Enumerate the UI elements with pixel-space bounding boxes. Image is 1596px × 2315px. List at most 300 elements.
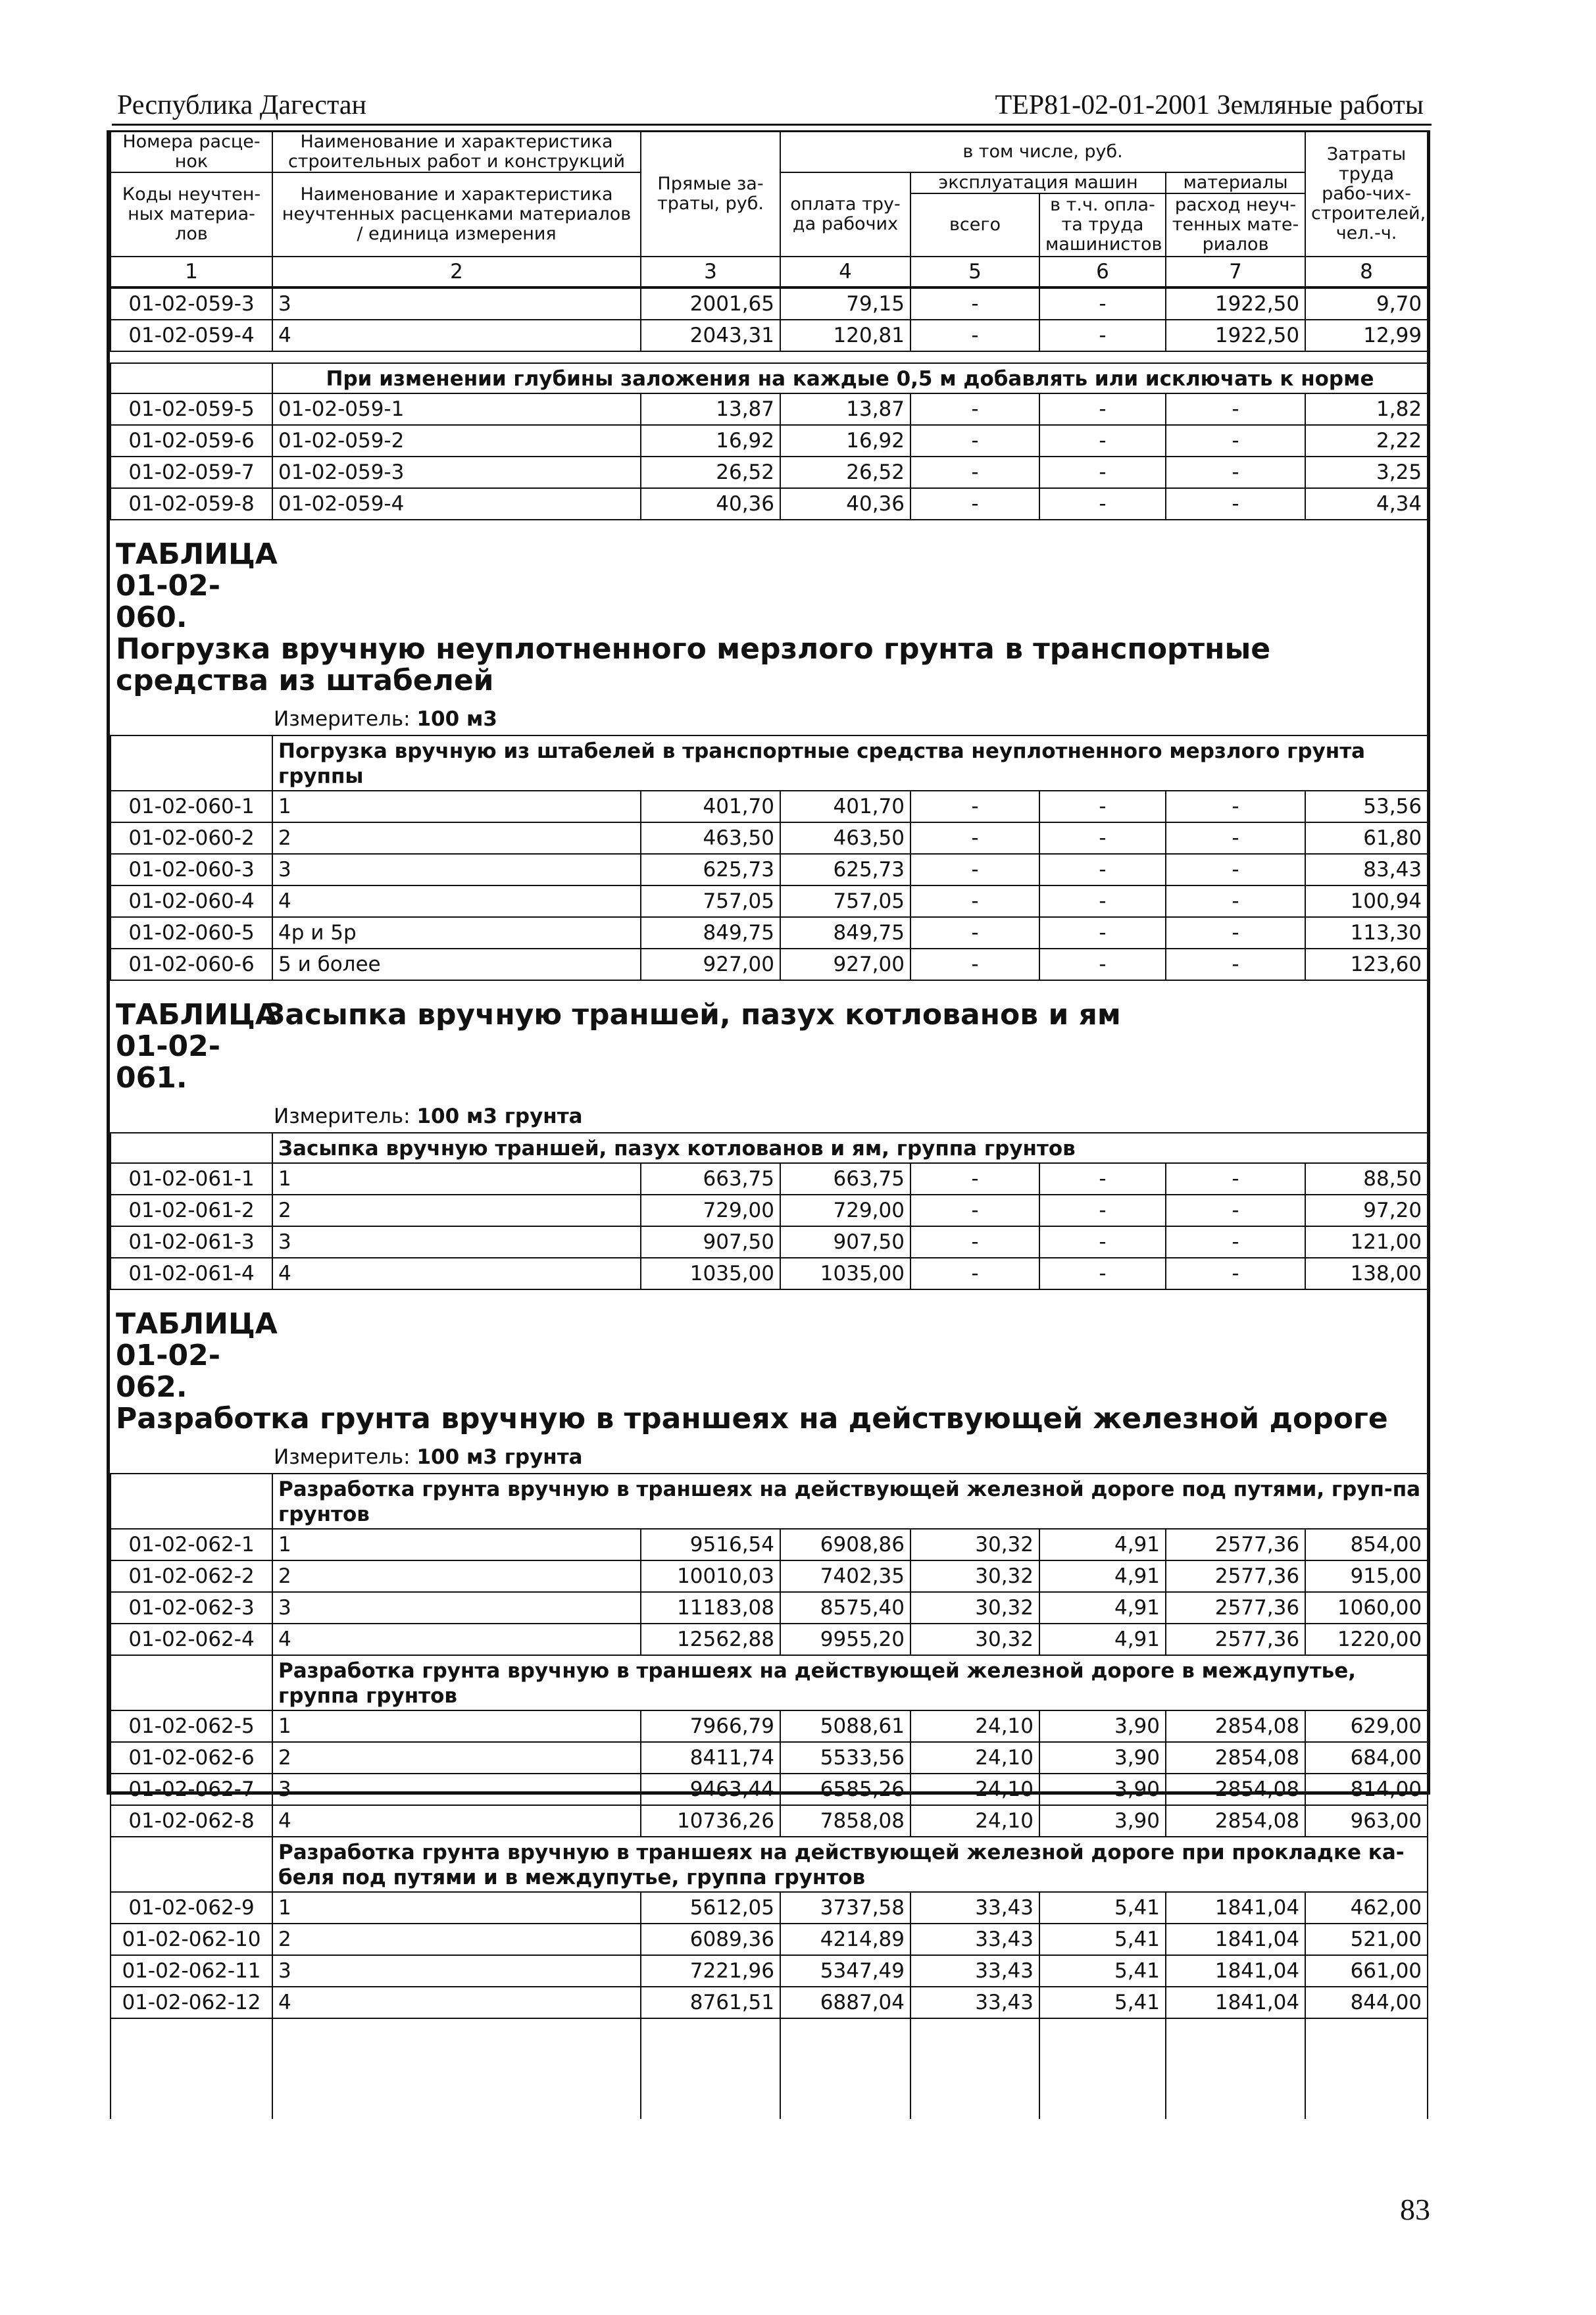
cell-labor-costs: 963,00 [1305,1805,1428,1837]
cell-direct-costs: 907,50 [641,1226,780,1258]
group-caption-row [111,363,1428,393]
table-title-row [111,1289,1428,1435]
table-title-row [111,520,1428,697]
col-number: 7 [1166,257,1305,287]
cell-rate-code: 01-02-062-11 [111,1955,272,1987]
cell-work-spec: 2 [272,822,641,854]
cell-rate-code: 01-02-060-1 [111,791,272,822]
table-row [111,1592,1428,1624]
table-row [111,1163,1428,1195]
cell-material-consumption: 1841,04 [1166,1892,1305,1924]
cell-work-spec: 2 [272,1924,641,1955]
cell-operator-pay: - [1039,949,1166,980]
col-header-machines-total: всего [910,193,1039,257]
col-header-work-name: Наименование и характеристика строительных работ и конструкций [272,132,641,172]
table-row [111,1987,1428,2018]
cell-labor-costs: 53,56 [1305,791,1428,822]
cell-operator-pay: 4,91 [1039,1529,1166,1560]
table-label: ТАБЛИЦА 01-02-061. [116,998,278,1094]
cell-work-spec: 4 [272,1258,641,1289]
cell-work-spec: 1 [272,1892,641,1924]
cell-direct-costs: 1035,00 [641,1258,780,1289]
cell-work-spec: 4 [272,1624,641,1655]
cell-material-consumption: - [1166,1258,1305,1289]
cell-work-spec: 1 [272,791,641,822]
measure-unit: 100 м3 грунта [416,1445,583,1469]
cell-material-consumption: - [1166,1163,1305,1195]
cell-labor-costs: 661,00 [1305,1955,1428,1987]
cell-material-consumption: 1922,50 [1166,287,1305,320]
cell-direct-costs: 16,92 [641,425,780,457]
cell-machines-total: 33,43 [910,1924,1039,1955]
cell-work-spec: 2 [272,1560,641,1592]
table-row [111,320,1428,351]
cell-labor-costs: 9,70 [1305,287,1428,320]
cell-direct-costs: 7221,96 [641,1955,780,1987]
cell-worker-pay: 757,05 [780,885,910,917]
cell-work-spec: 4 [272,320,641,351]
cell-machines-total: 33,43 [910,1892,1039,1924]
cell-labor-costs: 88,50 [1305,1163,1428,1195]
cell-worker-pay: 729,00 [780,1195,910,1226]
cell-work-spec: 4 [272,885,641,917]
cell-work-spec: 5 и более [272,949,641,980]
blank-cell [1166,2018,1305,2119]
cell-material-consumption: - [1166,854,1305,885]
cell-rate-code: 01-02-061-1 [111,1163,272,1195]
cell-machines-total: 30,32 [910,1560,1039,1592]
col-number: 3 [641,257,780,287]
cell-work-spec: 4 [272,1987,641,2018]
cell-worker-pay: 8575,40 [780,1592,910,1624]
cell-machines-total: - [910,885,1039,917]
cell-material-consumption: - [1166,1195,1305,1226]
cell-direct-costs: 9516,54 [641,1529,780,1560]
cell-direct-costs: 2001,65 [641,287,780,320]
cell-machines-total: - [910,1163,1039,1195]
cell-material-consumption: 2854,08 [1166,1710,1305,1742]
cell-rate-code: 01-02-061-2 [111,1195,272,1226]
cell-rate-code: 01-02-059-4 [111,320,272,351]
cell-material-consumption: 2577,36 [1166,1560,1305,1592]
caption-spacer [111,1133,272,1163]
cell-worker-pay: 5088,61 [780,1710,910,1742]
table-row [111,1955,1428,1987]
cell-worker-pay: 13,87 [780,393,910,425]
cell-machines-total: - [910,917,1039,949]
col-header-rate-numbers: Номера расце-нок [111,132,272,172]
cell-work-spec: 4 [272,1805,641,1837]
cell-labor-costs: 123,60 [1305,949,1428,980]
cell-operator-pay: - [1039,320,1166,351]
measure [111,697,1428,735]
table-row [111,791,1428,822]
cell-direct-costs: 849,75 [641,917,780,949]
table-row [111,1774,1428,1805]
cell-labor-costs: 2,22 [1305,425,1428,457]
cell-worker-pay: 463,50 [780,822,910,854]
cell-worker-pay: 1035,00 [780,1258,910,1289]
cell-worker-pay: 6887,04 [780,1987,910,2018]
cell-operator-pay: 4,91 [1039,1624,1166,1655]
cell-work-spec: 01-02-059-3 [272,457,641,488]
cell-work-spec: 3 [272,1226,641,1258]
cell-worker-pay: 40,36 [780,488,910,520]
cell-machines-total: - [910,393,1039,425]
cell-work-spec: 1 [272,1163,641,1195]
col-number: 8 [1305,257,1428,287]
col-header-operator-pay: в т.ч. опла-та труда машинистов [1039,193,1166,257]
table-row [111,1924,1428,1955]
cell-worker-pay: 663,75 [780,1163,910,1195]
cell-machines-total: - [910,320,1039,351]
table-label: ТАБЛИЦА 01-02-062. [116,1307,278,1404]
header-region: Республика Дагестан [117,90,367,120]
table-row [111,822,1428,854]
cell-machines-total: 33,43 [910,1955,1039,1987]
col-header-worker-pay: оплата тру-да рабочих [780,172,910,257]
cell-material-consumption: 1841,04 [1166,1924,1305,1955]
table-row [111,917,1428,949]
blank-cell [641,2018,780,2119]
cell-machines-total: 24,10 [910,1742,1039,1774]
cell-operator-pay: 5,41 [1039,1955,1166,1987]
cell-operator-pay: 5,41 [1039,1924,1166,1955]
cell-machines-total: - [910,457,1039,488]
cell-direct-costs: 663,75 [641,1163,780,1195]
table-title [111,1289,1428,1435]
cell-machines-total: 30,32 [910,1592,1039,1624]
cell-rate-code: 01-02-062-2 [111,1560,272,1592]
cell-material-consumption: 2577,36 [1166,1592,1305,1624]
measure-row [111,1435,1428,1474]
cell-material-consumption: - [1166,1226,1305,1258]
cell-labor-costs: 97,20 [1305,1195,1428,1226]
table-row [111,1560,1428,1592]
caption-spacer [111,1655,272,1710]
cell-machines-total: - [910,791,1039,822]
group-caption: Разработка грунта вручную в траншеях на действующей железной дороге в междупутье, группа грунтов [272,1655,1428,1710]
cell-rate-code: 01-02-062-12 [111,1987,272,2018]
table-row [111,425,1428,457]
table-row [111,393,1428,425]
cell-rate-code: 01-02-059-5 [111,393,272,425]
table-row [111,1805,1428,1837]
cell-rate-code: 01-02-060-2 [111,822,272,854]
cell-direct-costs: 11183,08 [641,1592,780,1624]
cell-worker-pay: 849,75 [780,917,910,949]
cell-work-spec: 3 [272,854,641,885]
table-row [111,1529,1428,1560]
cell-operator-pay: - [1039,1258,1166,1289]
cell-rate-code: 01-02-061-3 [111,1226,272,1258]
table-row [111,457,1428,488]
cell-machines-total: - [910,1195,1039,1226]
table-row [111,854,1428,885]
table-heading: Засыпка вручную траншей, пазух котлованов и ям [264,998,1121,1032]
measure-unit: 100 м3 грунта [416,1105,583,1128]
group-caption: Погрузка вручную из штабелей в транспортные средства неуплотненного мерзлого грунта группы [272,735,1428,791]
cell-labor-costs: 121,00 [1305,1226,1428,1258]
cell-labor-costs: 138,00 [1305,1258,1428,1289]
table-title-row [111,980,1428,1094]
blank-row [111,2018,1428,2119]
measure-label: Измеритель: [274,707,411,731]
cell-machines-total: 24,10 [910,1805,1039,1837]
cell-material-consumption: 1841,04 [1166,1955,1305,1987]
measure [111,1435,1428,1474]
cell-worker-pay: 120,81 [780,320,910,351]
cell-rate-code: 01-02-061-4 [111,1258,272,1289]
cell-work-spec: 1 [272,1529,641,1560]
cell-labor-costs: 521,00 [1305,1924,1428,1955]
group-caption: Разработка грунта вручную в траншеях на действующей железной дороге под путями, груп-па грунтов [272,1474,1428,1529]
table-title [111,520,1428,697]
group-caption: При изменении глубины заложения на каждые 0,5 м добавлять или исключать к норме [272,363,1428,393]
table-row [111,1742,1428,1774]
cell-operator-pay: 3,90 [1039,1805,1166,1837]
cell-operator-pay: - [1039,1163,1166,1195]
table-row [111,949,1428,980]
col-header-material-name: Наименование и характеристика неучтенных расценками материалов / единица измерения [272,172,641,257]
cell-worker-pay: 6585,26 [780,1774,910,1805]
cell-operator-pay: - [1039,1195,1166,1226]
group-caption: Засыпка вручную траншей, пазух котлованов и ям, группа грунтов [272,1133,1428,1163]
cell-worker-pay: 6908,86 [780,1529,910,1560]
cell-machines-total: - [910,1258,1039,1289]
cell-operator-pay: - [1039,425,1166,457]
cell-operator-pay: 3,90 [1039,1742,1166,1774]
cell-direct-costs: 729,00 [641,1195,780,1226]
cell-material-consumption: 2577,36 [1166,1529,1305,1560]
table-heading: Погрузка вручную неуплотненного мерзлого грунта в транспортные средства из штабелей [116,632,1271,697]
cell-machines-total: 24,10 [910,1710,1039,1742]
blank-cell [272,2018,641,2119]
cell-rate-code: 01-02-062-10 [111,1924,272,1955]
cell-material-consumption: 1841,04 [1166,1987,1305,2018]
col-number: 1 [111,257,272,287]
cell-labor-costs: 915,00 [1305,1560,1428,1592]
cell-machines-total: - [910,287,1039,320]
cell-worker-pay: 9955,20 [780,1624,910,1655]
cell-rate-code: 01-02-060-6 [111,949,272,980]
cell-direct-costs: 9463,44 [641,1774,780,1805]
table-row [111,1624,1428,1655]
cell-machines-total: 24,10 [910,1774,1039,1805]
table-heading: Разработка грунта вручную в траншеях на действующей железной дороге [116,1402,1388,1435]
cell-labor-costs: 854,00 [1305,1529,1428,1560]
cell-machines-total: - [910,822,1039,854]
caption-spacer [111,1474,272,1529]
cell-rate-code: 01-02-060-4 [111,885,272,917]
cell-rate-code: 01-02-059-7 [111,457,272,488]
cell-rate-code: 01-02-062-6 [111,1742,272,1774]
cell-worker-pay: 7858,08 [780,1805,910,1837]
cell-labor-costs: 814,00 [1305,1774,1428,1805]
col-number: 6 [1039,257,1166,287]
cell-direct-costs: 625,73 [641,854,780,885]
cell-worker-pay: 907,50 [780,1226,910,1258]
group-caption-row [111,1474,1428,1529]
cell-labor-costs: 61,80 [1305,822,1428,854]
cell-worker-pay: 401,70 [780,791,910,822]
cell-direct-costs: 8761,51 [641,1987,780,2018]
cell-machines-total: - [910,488,1039,520]
table-row [111,885,1428,917]
cell-direct-costs: 13,87 [641,393,780,425]
cell-work-spec: 3 [272,1592,641,1624]
cell-labor-costs: 4,34 [1305,488,1428,520]
cell-direct-costs: 401,70 [641,791,780,822]
cell-material-consumption: 2854,08 [1166,1774,1305,1805]
col-number: 5 [910,257,1039,287]
cell-machines-total: - [910,425,1039,457]
group-caption-row [111,1655,1428,1710]
cell-operator-pay: - [1039,854,1166,885]
cell-material-consumption: - [1166,425,1305,457]
cell-labor-costs: 844,00 [1305,1987,1428,2018]
cell-work-spec: 3 [272,1955,641,1987]
cell-labor-costs: 100,94 [1305,885,1428,917]
cell-labor-costs: 113,30 [1305,917,1428,949]
measure-unit: 100 м3 [416,707,497,731]
table-row [111,1710,1428,1742]
cell-worker-pay: 3737,58 [780,1892,910,1924]
cell-work-spec: 3 [272,287,641,320]
header-document-code: ТЕР81-02-01-2001 Земляные работы [995,90,1424,120]
cell-labor-costs: 629,00 [1305,1710,1428,1742]
blank-cell [910,2018,1039,2119]
table-row [111,488,1428,520]
cell-rate-code: 01-02-062-9 [111,1892,272,1924]
cell-machines-total: 33,43 [910,1987,1039,2018]
cell-work-spec: 01-02-059-4 [272,488,641,520]
cell-operator-pay: 5,41 [1039,1892,1166,1924]
norms-table [110,131,1428,2119]
cell-worker-pay: 625,73 [780,854,910,885]
cell-work-spec: 2 [272,1195,641,1226]
cell-labor-costs: 12,99 [1305,320,1428,351]
col-header-material-codes: Коды неучтен-ных материа-лов [111,172,272,257]
cell-material-consumption: - [1166,393,1305,425]
cell-labor-costs: 1060,00 [1305,1592,1428,1624]
cell-material-consumption: - [1166,885,1305,917]
cell-direct-costs: 10010,03 [641,1560,780,1592]
cell-operator-pay: - [1039,1226,1166,1258]
blank-cell [111,2018,272,2119]
cell-worker-pay: 26,52 [780,457,910,488]
cell-material-consumption: 2577,36 [1166,1624,1305,1655]
cell-machines-total: 30,32 [910,1624,1039,1655]
cell-work-spec: 4р и 5р [272,917,641,949]
cell-material-consumption: 2854,08 [1166,1805,1305,1837]
cell-operator-pay: 3,90 [1039,1710,1166,1742]
cell-work-spec: 01-02-059-2 [272,425,641,457]
table-row [111,1195,1428,1226]
cell-operator-pay: 4,91 [1039,1560,1166,1592]
col-header-material-consumption: расход неуч-тенных мате-риалов [1166,193,1305,257]
cell-worker-pay: 16,92 [780,425,910,457]
cell-work-spec: 01-02-059-1 [272,393,641,425]
header-rule [112,124,1432,126]
col-header-labor-costs: Затраты труда рабо-чих-строителей, чел.-ч. [1305,132,1428,257]
col-number: 2 [272,257,641,287]
cell-operator-pay: - [1039,457,1166,488]
cell-material-consumption: - [1166,917,1305,949]
cell-worker-pay: 927,00 [780,949,910,980]
table-row [111,1258,1428,1289]
table-label: ТАБЛИЦА 01-02-060. [116,537,278,634]
cell-operator-pay: - [1039,822,1166,854]
col-header-direct-costs: Прямые за-траты, руб. [641,132,780,257]
cell-rate-code: 01-02-059-8 [111,488,272,520]
caption-spacer [111,735,272,791]
cell-material-consumption: - [1166,488,1305,520]
cell-rate-code: 01-02-062-5 [111,1710,272,1742]
measure [111,1094,1428,1133]
cell-direct-costs: 6089,36 [641,1924,780,1955]
cell-labor-costs: 1,82 [1305,393,1428,425]
table-row [111,1892,1428,1924]
cell-labor-costs: 684,00 [1305,1742,1428,1774]
cell-operator-pay: - [1039,885,1166,917]
group-caption: Разработка грунта вручную в траншеях на действующей железной дороге при прокладке ка-беля под путями и в междупутье, группа грунтов [272,1837,1428,1892]
cell-material-consumption: - [1166,457,1305,488]
col-header-including: в том числе, руб. [780,132,1305,172]
cell-labor-costs: 83,43 [1305,854,1428,885]
cell-operator-pay: - [1039,287,1166,320]
group-caption-row [111,1133,1428,1163]
cell-rate-code: 01-02-059-6 [111,425,272,457]
cell-labor-costs: 462,00 [1305,1892,1428,1924]
page-number: 83 [1400,2193,1430,2226]
blank-cell [1305,2018,1428,2119]
cell-rate-code: 01-02-062-8 [111,1805,272,1837]
cell-material-consumption: - [1166,949,1305,980]
cell-direct-costs: 5612,05 [641,1892,780,1924]
cell-direct-costs: 2043,31 [641,320,780,351]
group-caption-row [111,1837,1428,1892]
cell-labor-costs: 1220,00 [1305,1624,1428,1655]
cell-operator-pay: - [1039,393,1166,425]
measure-row [111,1094,1428,1133]
cell-direct-costs: 463,50 [641,822,780,854]
table-row [111,287,1428,320]
cell-direct-costs: 26,52 [641,457,780,488]
cell-machines-total: 30,32 [910,1529,1039,1560]
section-gap [111,351,1428,363]
cell-worker-pay: 7402,35 [780,1560,910,1592]
cell-rate-code: 01-02-062-7 [111,1774,272,1805]
cell-direct-costs: 757,05 [641,885,780,917]
cell-material-consumption: 2854,08 [1166,1742,1305,1774]
cell-material-consumption: 1922,50 [1166,320,1305,351]
col-header-materials: материалы [1166,172,1305,193]
caption-spacer [111,1837,272,1892]
cell-operator-pay: 5,41 [1039,1987,1166,2018]
cell-direct-costs: 10736,26 [641,1805,780,1837]
cell-operator-pay: - [1039,917,1166,949]
gap-cell [111,351,1428,363]
cell-worker-pay: 5347,49 [780,1955,910,1987]
cell-rate-code: 01-02-062-4 [111,1624,272,1655]
table-title [111,980,1428,1094]
cell-machines-total: - [910,949,1039,980]
cell-machines-total: - [910,1226,1039,1258]
cell-direct-costs: 7966,79 [641,1710,780,1742]
cell-work-spec: 1 [272,1710,641,1742]
cell-labor-costs: 3,25 [1305,457,1428,488]
